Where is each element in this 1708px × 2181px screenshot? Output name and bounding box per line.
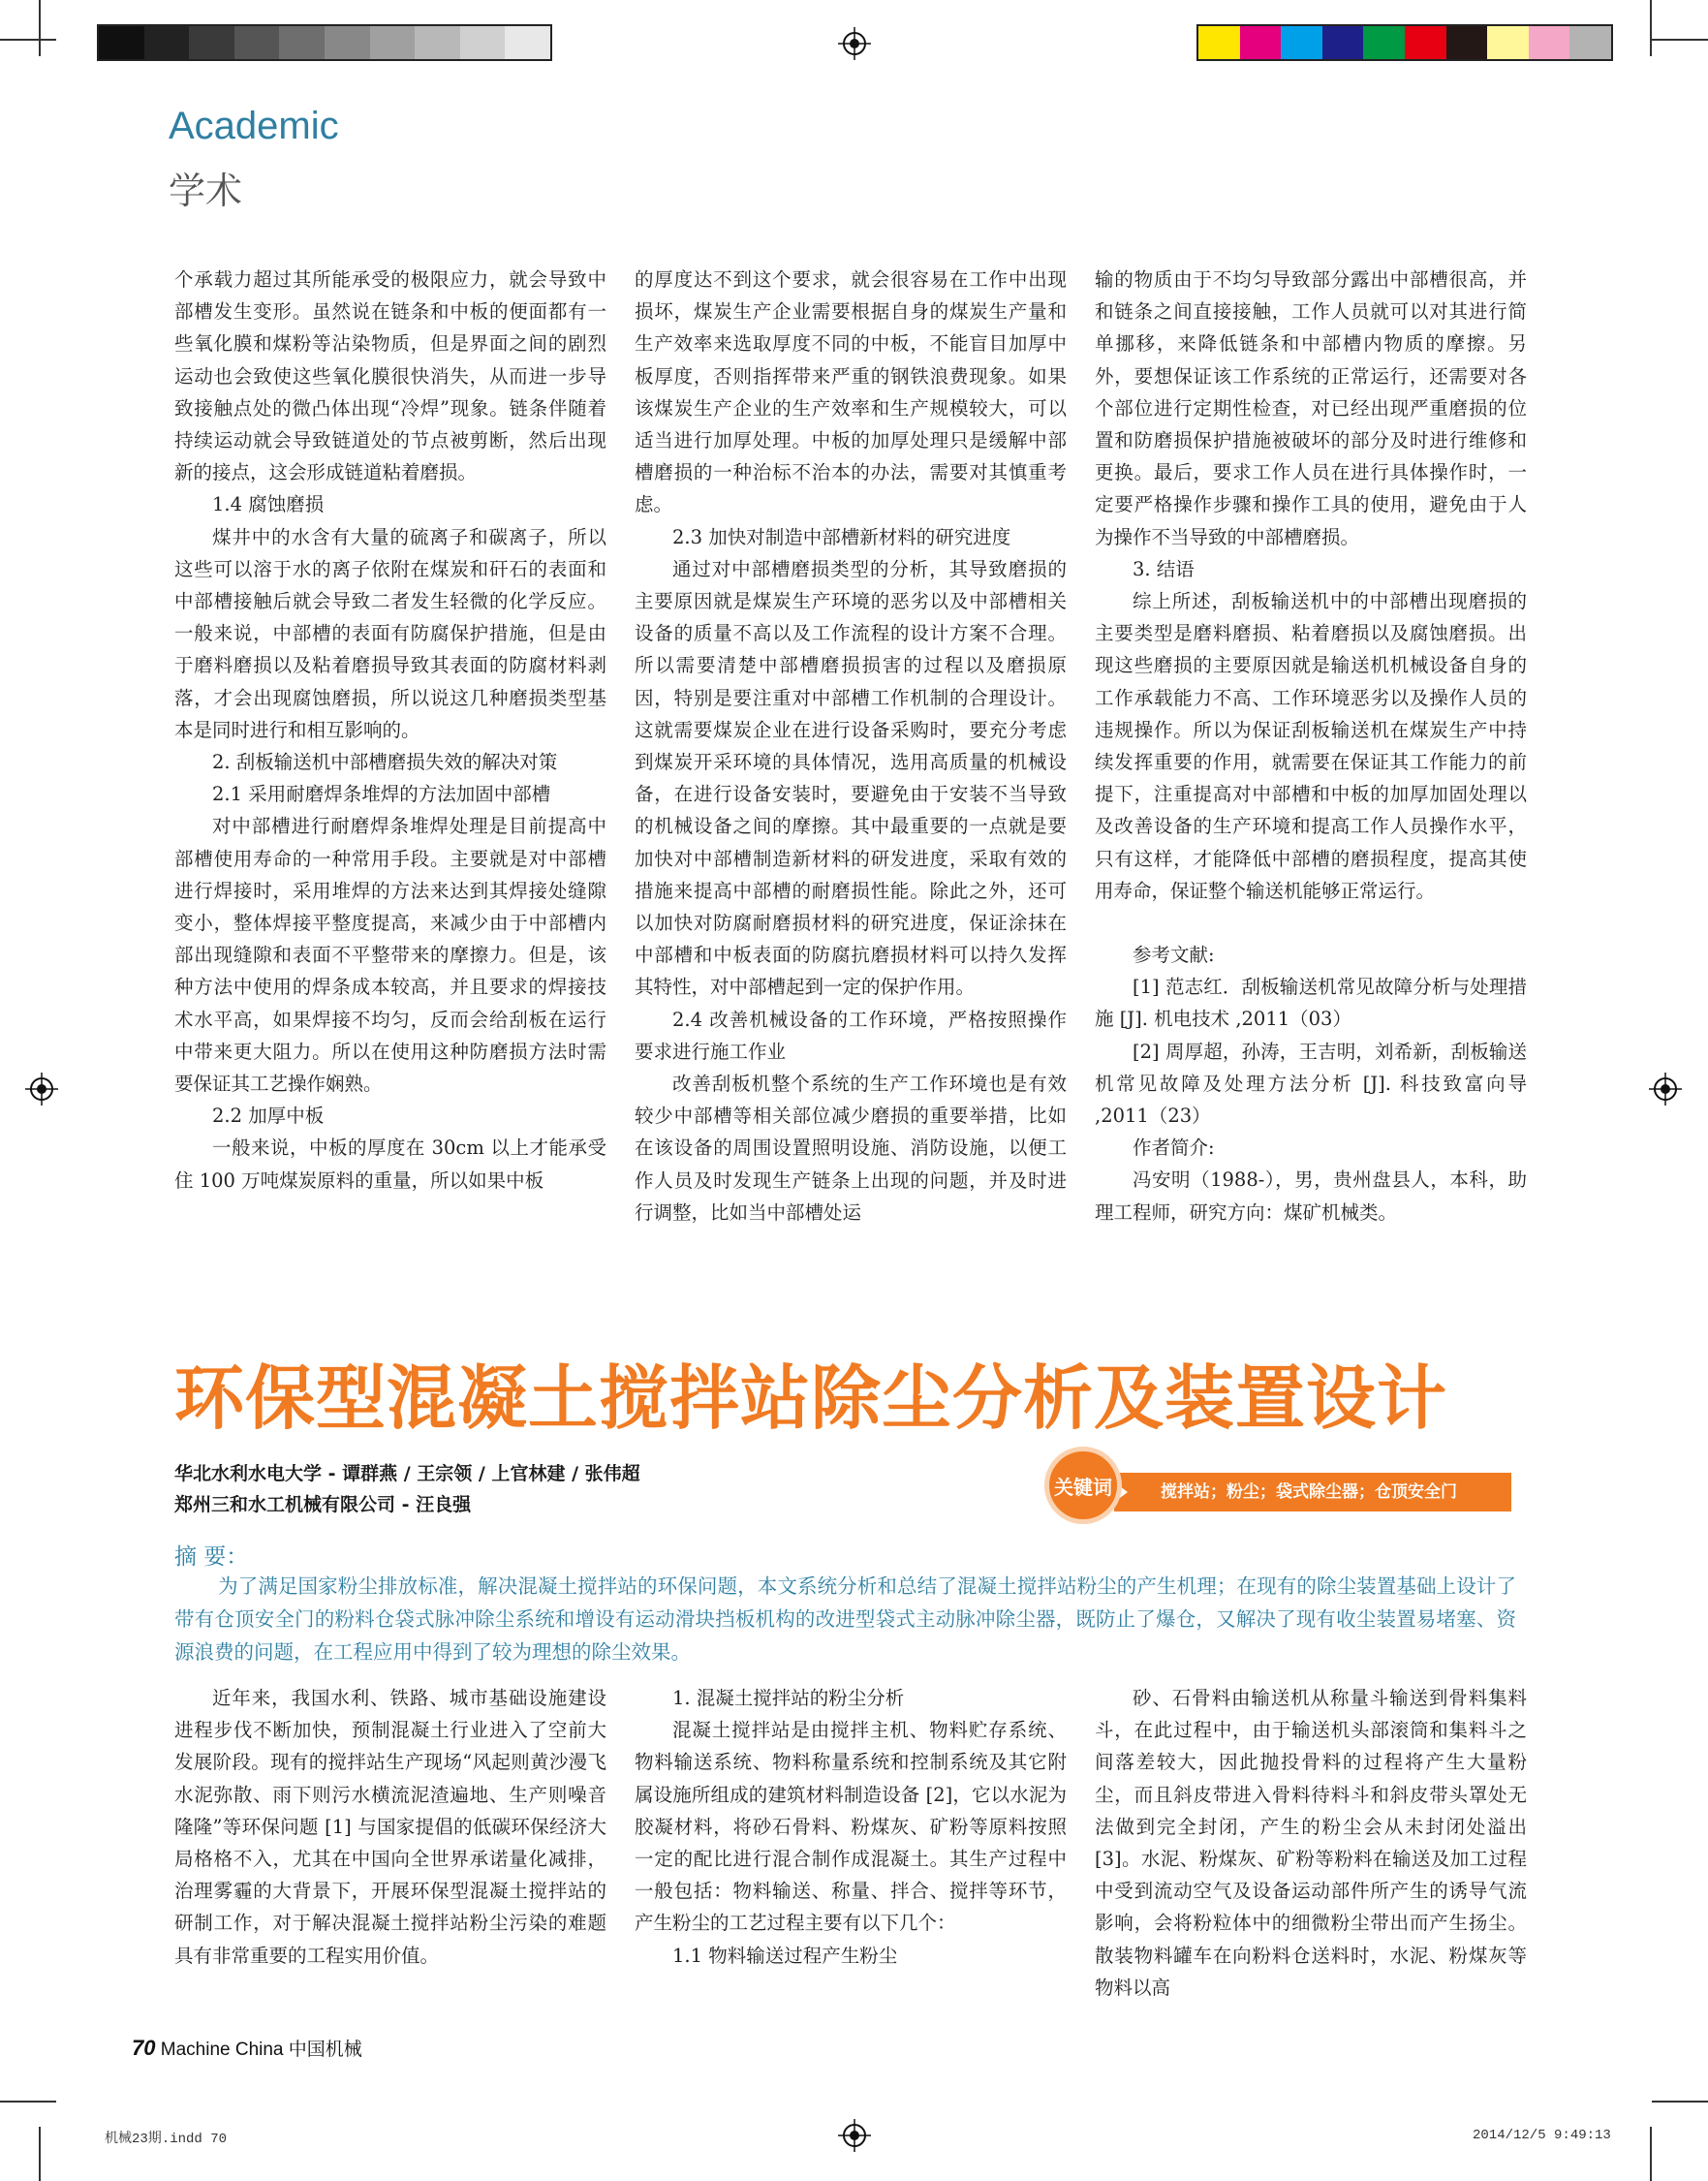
color-swatch	[415, 26, 460, 59]
paragraph: 综上所述，刮板输送机中的中部槽出现磨损的主要类型是磨料磨损、粘着磨损以及腐蚀磨损。出现这些磨损的主要原因就是输送机机械设备自身的工作承载能力不高、工作环境恶劣以及操作人员的违规操作。所以为保证刮板输送机在煤炭生产中持续发挥重要的作用，就需要在保证其工作能力的前提下，注重提高对中部槽和中板的加厚加固处理以及改善设备的生产环境和提高工作人员操作水平，只有这样，才能降低中部槽的磨损程度，提高其使用寿命，保证整个输送机能够正常运行。	[1095, 590, 1527, 902]
gray-calibration-bar	[97, 24, 552, 61]
registration-mark-icon	[838, 27, 871, 60]
paragraph: 输的物质由于不均匀导致部分露出中部槽很高，并和链条之间直接接触，工作人员就可以对其进行简单挪移，来降低链条和中部槽内物质的摩擦。另外，要想保证该工作系统的正常运行，还需要对各个部位进行定期性检查，对已经出现严重磨损的位置和防磨损保护措施被破坏的部分及时进行维修和更换。最后，要求工作人员在进行具体操作时，一定要严格操作步骤和操作工具的使用，避免由于人为操作不当导致的中部槽磨损。	[1095, 268, 1527, 548]
article2-col1-paragraph: 近年来，我国水利、铁路、城市基础设施建设进程步伐不断加快，预制混凝土行业进入了空前大发展阶段。现有的搅拌站生产现场“风起则黄沙漫飞水泥弥散、雨下则污水横流泥渣遍地、生产则噪音隆隆”等环保问题 [1] 与国家提倡的低碳环保经济大局格格不入，尤其在中国向全世界承诺量化减排，治理雾霾的大背景下，开展环保型混凝土搅拌站的研制工作，对于解决混凝土搅拌站粉尘污染的难题具有非常重要的工程实用价值。	[174, 1687, 606, 1967]
paragraph: 的厚度达不到这个要求，就会很容易在工作中出现损坏，煤炭生产企业需要根据自身的煤炭生产量和生产效率来选取厚度不同的中板，不能盲目加厚中板厚度，否则指挥带来严重的钢铁浪费现象。如果该煤炭生产企业的生产效率和生产规模较大，可以适当进行加厚处理。中板的加厚处理只是缓解中部槽磨损的一种治标不治本的办法，需要对其慎重考虑。	[635, 268, 1067, 516]
authors-line-1: 华北水利水电大学 - 谭群燕 / 王宗领 / 上官林建 / 张伟超	[174, 1463, 640, 1484]
abstract-text: 为了满足国家粉尘排放标准，解决混凝土搅拌站的环保问题，本文系统分析和总结了混凝土搅拌站粉尘的产生机理；在现有的除尘装置基础上设计了带有仓顶安全门的粉料仓袋式脉冲除尘系统和增设有运动滑块挡板机构的改进型袋式主动脉冲除尘器，既防止了爆仓，又解决了现有收尘装置易堵塞、资源浪费的问题，在工程应用中得到了较为理想的除尘效果。	[174, 1574, 1516, 1664]
color-swatch	[1487, 26, 1529, 59]
crop-mark	[0, 39, 56, 41]
paragraph: 改善刮板机整个系统的生产工作环境也是有效较少中部槽等相关部位减少磨损的重要举措，比如在该设备的周围设置照明设施、消防设施，以便工作人员及时发现生产链条上出现的问题，并及时进行调整，比如当中部槽处运	[635, 1073, 1067, 1224]
paragraph: 对中部槽进行耐磨焊条堆焊处理是目前提高中部槽使用寿命的一种常用手段。主要就是对中部槽进行焊接时，采用堆焊的方法来达到其焊接处缝隙变小，整体焊接平整度提高，来减少由于中部槽内部出现缝隙和表面不平整带来的摩擦力。但是，该种方法中使用的焊条成本较高，并且要求的焊接技术水平高，如果焊接不均匀，反而会给刮板在运行中带来更大阻力。所以在使用这种防磨损方法时需要保证其工艺操作娴熟。	[174, 815, 606, 1096]
color-swatch	[325, 26, 370, 59]
authors-line-2: 郑州三和水工机械有限公司 - 汪良强	[174, 1494, 472, 1515]
author-bio-title: 作者简介:	[1133, 1137, 1215, 1160]
article2-title: 环保型混凝土搅拌站除尘分析及装置设计	[174, 1357, 1448, 1439]
color-swatch	[1405, 26, 1446, 59]
paragraph: 个承载力超过其所能承受的极限应力，就会导致中部槽发生变形。虽然说在链条和中板的便面都有一些氧化膜和煤粉等沾染物质，但是界面之间的剧烈运动也会致使这些氧化膜很快消失，从而进一步导致接触点处的微凸体出现“冷焊”现象。链条伴随着持续运动就会导致链道处的节点被剪断，然后出现新的接点，这会形成链道粘着磨损。	[174, 268, 606, 484]
slug-date: 2014/12/5 9:49:13	[1473, 2128, 1611, 2143]
article1-column-3	[1095, 264, 1527, 1229]
article2-column-2	[635, 1682, 1067, 1972]
crop-mark	[1652, 39, 1708, 41]
slug-file: 机械23期.indd 70	[105, 2132, 228, 2147]
color-swatch	[1322, 26, 1364, 59]
color-swatch	[189, 26, 234, 59]
color-swatch	[1529, 26, 1570, 59]
paragraph: 通过对中部槽磨损类型的分析，其导致磨损的主要原因就是煤炭生产环境的恶劣以及中部槽相关设备的质量不高以及工作流程的设计方案不合理。所以需要清楚中部槽磨损损害的过程以及磨损原因，特别是要注重对中部槽工作机制的合理设计。这就需要煤炭企业在进行设备采购时，要充分考虑到煤炭开采环境的具体情况，选用高质量的机械设备，在进行设备安装时，要避免由于安装不当导致的机械设备之间的摩擦。其中最重要的一点就是要加快对中部槽制造新材料的研发进度，采取有效的措施来提高中部槽的耐磨损性能。除此之外，还可以加快对防腐耐磨损材料的研究进度，保证涂抹在中部槽和中板表面的防腐抗磨损材料可以持久发挥其特性，对中部槽起到一定的保护作用。	[635, 557, 1067, 999]
section-heading: 2.2 加厚中板	[212, 1105, 325, 1128]
abstract-label: 摘 要：	[174, 1544, 249, 1570]
registration-mark-icon	[1649, 1073, 1682, 1106]
article2-heading-1: 1. 混凝土搅拌站的粉尘分析	[672, 1687, 905, 1709]
page-footer	[132, 2035, 362, 2061]
section-heading: 2. 刮板输送机中部槽磨损失效的解决对策	[212, 751, 558, 774]
article2-column-3	[1095, 1682, 1527, 2004]
paragraph: 煤井中的水含有大量的硫离子和碳离子，所以这些可以溶于水的离子依附在煤炭和矸石的表面和中部槽接触后就会导致二者发生轻微的化学反应。一般来说，中部槽的表面有防腐保护措施，但是由于磨料磨损以及粘着磨损导致其表面的防腐材料剥落，才会出现腐蚀磨损，所以说这几种磨损类型基本是同时进行和相互影响的。	[174, 525, 606, 741]
magazine-name: Machine China 中国机械	[160, 2040, 362, 2060]
color-swatch	[144, 26, 190, 59]
reference-2: [2] 周厚超，孙涛，王吉明，刘希新，刮板输送机常见故障及处理方法分析 [J]. 科技致富向导 ,2011（23）	[1095, 1040, 1527, 1128]
color-swatch	[234, 26, 280, 59]
registration-mark-icon	[25, 1073, 58, 1106]
article1-column-1	[174, 264, 606, 1197]
author-bio: 冯安明（1988-），男，贵州盘县人，本科，助理工程师，研究方向：煤矿机械类。	[1095, 1168, 1527, 1224]
color-swatch	[1198, 26, 1240, 59]
crop-mark	[39, 2127, 41, 2181]
section-title-en: Academic	[169, 105, 339, 147]
crop-mark	[1652, 2101, 1708, 2103]
color-swatch	[1446, 26, 1488, 59]
section-heading: 2.1 采用耐磨焊条堆焊的方法加固中部槽	[212, 783, 551, 806]
paragraph: 一般来说，中板的厚度在 30cm 以上才能承受住 100 万吨煤炭原料的重量，所以如果中板	[174, 1137, 606, 1192]
crop-mark	[1650, 0, 1652, 56]
color-swatch	[1363, 26, 1405, 59]
crop-mark	[39, 0, 41, 56]
color-swatch	[1281, 26, 1322, 59]
page-number: 70	[132, 2036, 156, 2060]
crop-mark	[1650, 2127, 1652, 2181]
color-swatch	[99, 26, 144, 59]
article1-column-3-body	[1095, 264, 1527, 907]
keywords-bar: 搅拌站；粉尘；袋式除尘器；仓顶安全门	[1114, 1473, 1511, 1511]
color-swatch	[460, 26, 506, 59]
color-calibration-bar	[1196, 24, 1613, 61]
color-swatch	[370, 26, 416, 59]
color-swatch	[1569, 26, 1611, 59]
article2-column-1	[174, 1682, 606, 1972]
registration-mark-icon	[838, 2119, 871, 2152]
section-heading: 1.4 腐蚀磨损	[212, 493, 325, 516]
article2-col3-paragraph: 砂、石骨料由输送机从称量斗输送到骨料集料斗，在此过程中，由于输送机头部滚筒和集料斗之间落差较大，因此抛投骨料的过程将产生大量粉尘，而且斜皮带进入骨料待料斗和斜皮带头罩处无法做到完全封闭，产生的粉尘会从未封闭处溢出 [3]。水泥、粉煤灰、矿粉等粉料在输送及加工过程中受到流动空气及设备运动部件所产生的诱导气流影响，会将粉粒体中的细微粉尘带出而产生扬尘。散装物料罐车在向粉料仓送料时，水泥、粉煤灰等物料以高	[1095, 1687, 1527, 1999]
article2-heading-1-1: 1.1 物料输送过程产生粉尘	[672, 1944, 898, 1967]
crop-mark	[0, 2101, 56, 2103]
section-heading: 3. 结语	[1133, 557, 1195, 580]
reference-1: [1] 范志红．刮板输送机常见故障分析与处理措施 [J]. 机电技术 ,2011（03）	[1095, 976, 1527, 1031]
section-heading: 2.4 改善机械设备的工作环境，严格按照操作要求进行施工作业	[635, 1008, 1067, 1063]
section-title-cn: 学术	[169, 170, 243, 212]
section-heading: 2.3 加快对制造中部槽新材料的研究进度	[672, 525, 1011, 548]
article1-column-2	[635, 264, 1067, 1229]
keywords-label: 关键词	[1044, 1447, 1122, 1524]
color-swatch	[279, 26, 325, 59]
color-swatch	[1240, 26, 1282, 59]
references-title: 参考文献:	[1133, 944, 1215, 967]
color-swatch	[505, 26, 550, 59]
article2-col2-paragraph: 混凝土搅拌站是由搅拌主机、物料贮存系统、物料输送系统、物料称量系统和控制系统及其它附属设施所组成的建筑材料制造设备 [2]，它以水泥为胶凝材料，将砂石骨料、粉煤灰、矿粉等原料按照一定的配比进行混合制作成混凝土。其生产过程中一般包括：物料输送、称量、拌合、搅拌等环节，产生粉尘的工艺过程主要有以下几个：	[635, 1719, 1067, 1935]
